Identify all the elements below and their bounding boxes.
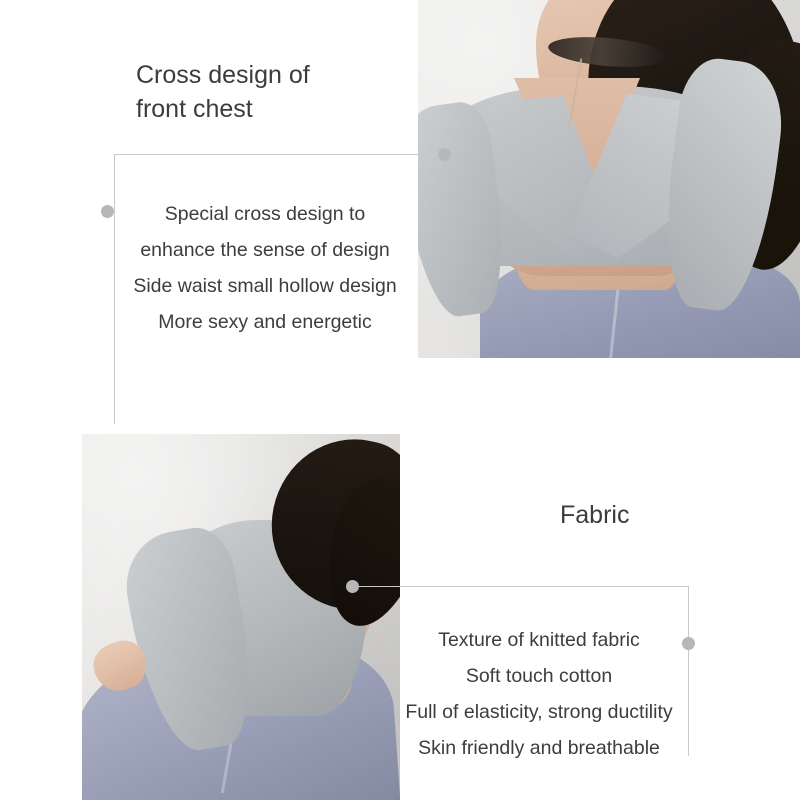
connector-dot-cross-heading bbox=[438, 148, 451, 161]
list-item: Skin friendly and breathable bbox=[418, 737, 660, 759]
connector-dot-fabric-heading bbox=[346, 580, 359, 593]
feature-list-fabric bbox=[374, 622, 704, 766]
connector-line-cross-heading bbox=[114, 154, 444, 155]
list-item: Soft touch cotton bbox=[465, 665, 613, 687]
list-item: Texture of knitted fabric bbox=[438, 629, 640, 651]
list-item: Side waist small hollow design bbox=[133, 275, 397, 297]
list-item: More sexy and energetic bbox=[158, 311, 372, 333]
section-heading-cross-design: Cross design of front chest bbox=[136, 61, 310, 123]
list-item: enhance the sense of design bbox=[140, 239, 390, 261]
list-item: Special cross design to bbox=[164, 203, 366, 225]
feature-list-cross-design bbox=[100, 196, 430, 340]
list-item: Full of elasticity, strong ductility bbox=[405, 701, 673, 723]
section-heading-fabric: Fabric bbox=[560, 501, 630, 529]
connector-line-fabric-heading bbox=[352, 586, 688, 587]
product-photo-fabric bbox=[82, 434, 400, 800]
product-photo-cross-design bbox=[418, 0, 800, 358]
